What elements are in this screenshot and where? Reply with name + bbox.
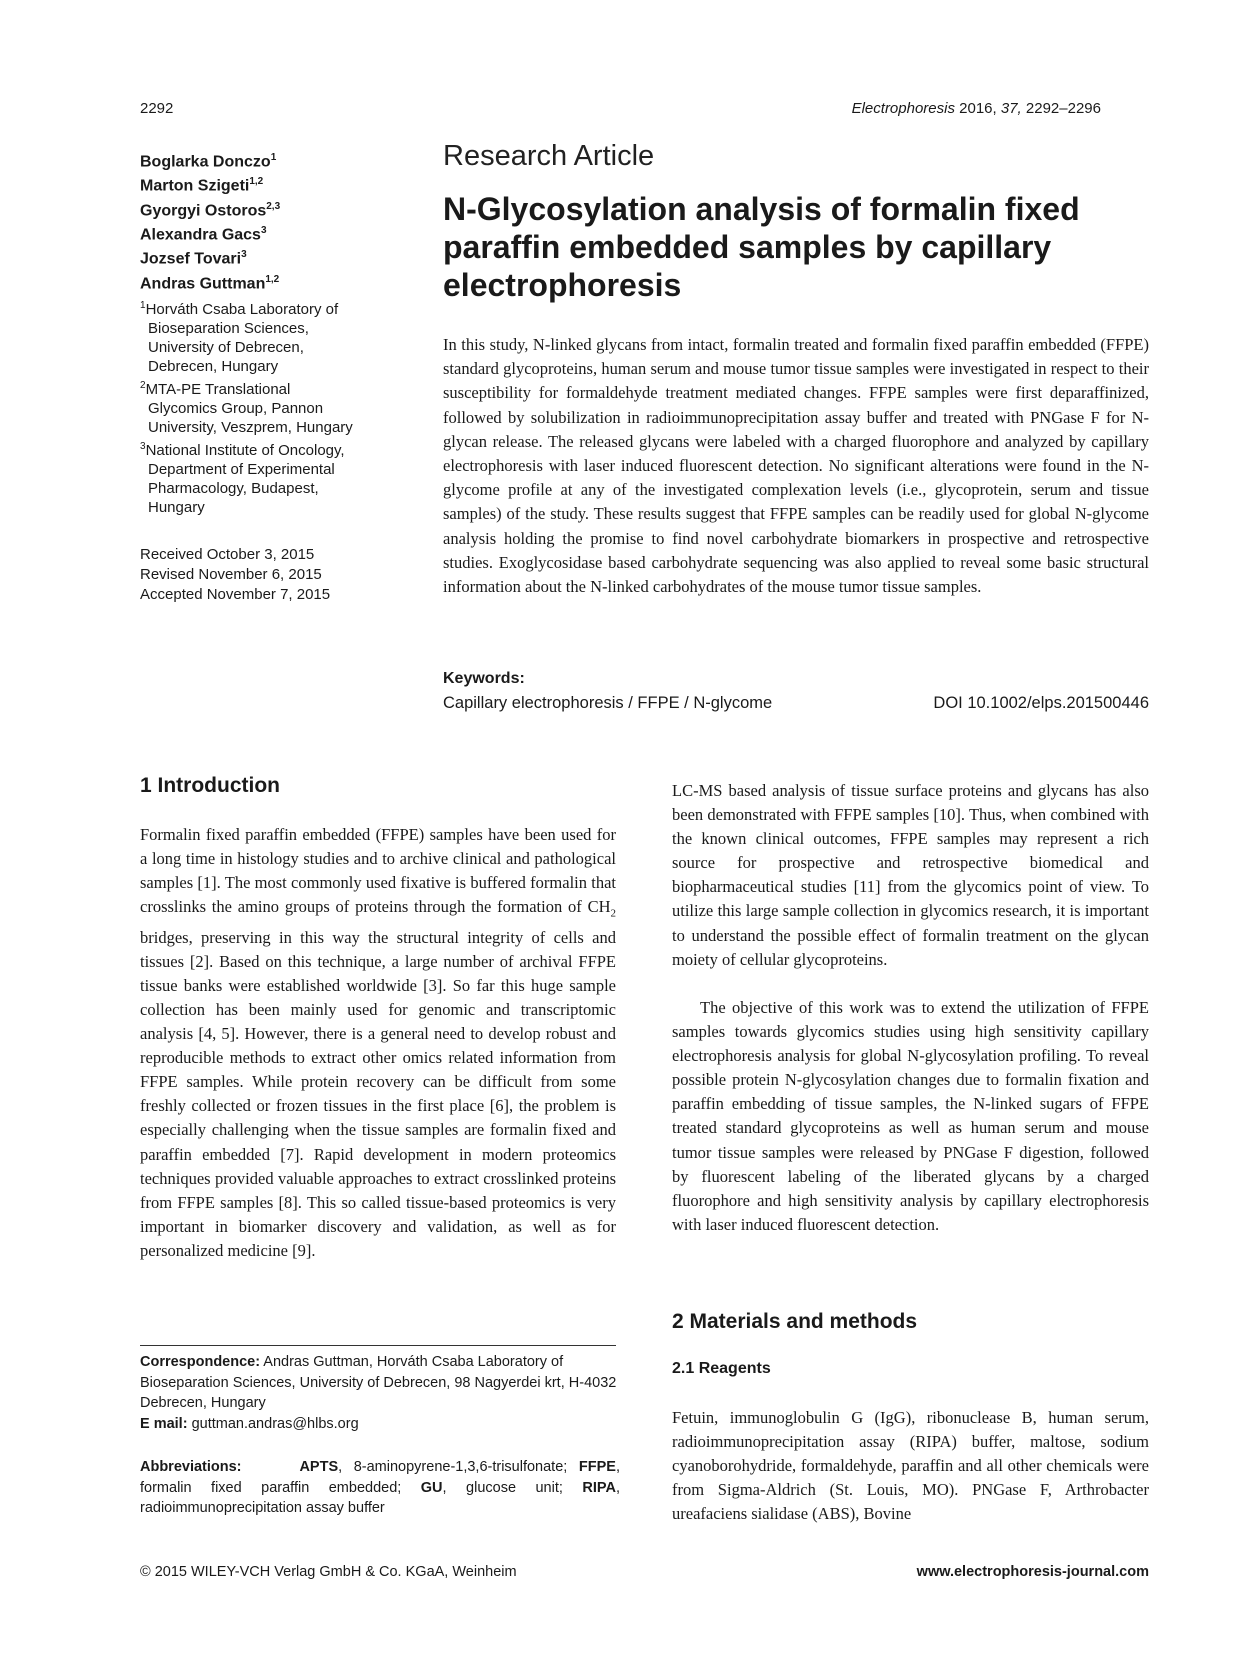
affiliation: $^1$Horváth Csaba Laboratory of Bioseparation Sciences, University of Debrecen, Debrecen, Hungary — [140, 300, 339, 375]
article-dates — [140, 545, 410, 605]
affiliation-list — [140, 296, 410, 517]
author-list — [140, 148, 410, 294]
journal-volume: 37, — [1000, 100, 1022, 117]
journal-website-link[interactable]: www.electrophoresis-journal.com — [916, 1564, 1149, 1580]
article-title: N-Glycosylation analysis of formalin fixed paraffin embedded samples by capillary electrophoresis — [443, 191, 1080, 303]
received-date: Received October 3, 2015 — [140, 546, 315, 563]
doi: DOI 10.1002/elps.201500446 — [933, 694, 1149, 712]
journal-reference — [852, 100, 1101, 117]
author: Marton Szigeti$^{1,2}$ — [140, 176, 264, 195]
author: Andras Guttman$^{1,2}$ — [140, 273, 280, 292]
section-heading-introduction: 1 Introduction — [140, 774, 280, 797]
copyright-notice: © 2015 WILEY-VCH Verlag GmbH & Co. KGaA, Weinheim — [140, 1564, 517, 1580]
abbreviations-note: Abbreviations: APTS, 8-aminopyrene-1,3,6-trisulfonate; FFPE, formalin fixed paraffin embedded; GU, glucose unit; RIPA, radioimmunoprecipitation assay buffer — [140, 1459, 620, 1516]
body-paragraph: The objective of this work was to extend the utilization of FFPE samples towards glycomics studies using high sensitivity capillary electrophoresis analysis for global N-glycosylation profiling. To reveal possible protein N-glycosylation changes due to formalin fixation and paraffin embedding of tissue samples, the N-linked sugars of FFPE treated standard glycoproteins as well as human serum and mouse tumor tissue samples were released by PNGase F digestion, followed by fluorescent labeling of the liberated glycans by a charged fluorophore and high sensitivity analysis by capillary electrophoresis with laser induced fluorescent detection. — [672, 998, 1149, 1234]
introduction-paragraph: Formalin fixed paraffin embedded (FFPE) samples have been used for a long time in histology studies and to archive clinical and pathological samples [1]. The most commonly used fixative is buffered formalin that crosslinks the amino groups of proteins through the formation of $CH_2$ bridges, preserving in this way the structural integrity of cells and tissues [2]. Based on this technique, a large number of archival FFPE tissue banks were established worldwide [3]. So far this huge sample collection has been mainly used for genomic and transcriptomic analysis [4, 5]. However, there is a general need to develop robust and reproducible methods to extract other omics related information from FFPE samples. While protein recovery can be difficult from some freshly collected or frozen tissues in the first place [6], the problem is especially challenging when the tissue samples are formalin fixed and paraffin embedded [7]. Rapid development in modern proteomics techniques provided valuable approaches to extract crosslinked proteins from FFPE samples [8]. This so called tissue-based proteomics is very important in biomarker discovery and validation, as well as for personalized medicine [9]. — [140, 825, 616, 1260]
page-number: 2292 — [140, 100, 174, 117]
affiliation: $^3$National Institute of Oncology, Department of Experimental Pharmacology, Budapest, Hungary — [140, 441, 345, 516]
abstract: In this study, N-linked glycans from intact, formalin treated and formalin fixed paraffin embedded (FFPE) standard glycoproteins, human serum and mouse tumor tissue samples were investigated in respect to their susceptibility for formaldehyde treatment mediated changes. FFPE samples were first deparaffinized, followed by solubilization in radioimmunoprecipitation assay buffer and treated with PNGase F for N-glycan release. The released glycans were labeled with a charged fluorophore and analyzed by capillary electrophoresis with laser induced fluorescent detection. No significant alterations were found in the N-glycome profile at any of the investigated complexation levels (i.e., glycoprotein, serum and tissue samples) of the study. These results suggest that FFPE samples can be readily used for global N-glycome analysis holding the promise to find novel carbohydrate biomarkers in prospective and retrospective studies. Exoglycosidase based carbohydrate sequencing was also applied to reveal some basic structural information about the N-linked carbohydrates of the mouse tumor tissue samples. — [443, 335, 1149, 597]
subsection-heading-reagents: 2.1 Reagents — [672, 1360, 771, 1377]
footnote-divider — [140, 1345, 616, 1346]
author: Boglarka Donczo$^1$ — [140, 152, 277, 171]
affiliation: $^2$MTA-PE Translational Glycomics Group, Pannon University, Veszprem, Hungary — [140, 380, 353, 436]
journal-pages: 2292–2296 — [1025, 100, 1101, 117]
author: Gyorgyi Ostoros$^{2,3}$ — [140, 200, 281, 219]
journal-name: Electrophoresis — [851, 100, 955, 117]
author: Jozsef Tovari$^3$ — [140, 249, 247, 268]
body-paragraph: LC-MS based analysis of tissue surface proteins and glycans has also been demonstrated with FFPE samples [10]. Thus, when combined with the known clinical outcomes, FFPE samples may represent a rich source for prospective and retrospective biomedical and biopharmaceutical studies [11] from the glycomics point of view. To utilize this large sample collection in glycomics research, it is important to understand the possible effect of formalin treatment on the glycan moiety of cellular glycoproteins. — [672, 781, 1149, 969]
email-address: guttman.andras@hlbs.org — [187, 1415, 359, 1432]
keywords-label: Keywords: — [443, 670, 525, 687]
keywords: Capillary electrophoresis / FFPE / N-glycome — [443, 694, 773, 712]
accepted-date: Accepted November 7, 2015 — [140, 586, 331, 603]
revised-date: Revised November 6, 2015 — [140, 566, 322, 583]
journal-year: 2016, — [959, 100, 997, 117]
correspondence-note: Correspondence: Andras Guttman, Horváth Csaba Laboratory of Bioseparation Sciences, University of Debrecen, 98 Nagyerdei krt, H-4032 Debrecen, Hungary E mail: guttman.andras@hlbs.org — [140, 1354, 617, 1432]
article-type: Research Article — [443, 140, 655, 172]
author: Alexandra Gacs$^3$ — [140, 224, 267, 244]
section-heading-materials-methods: 2 Materials and methods — [672, 1310, 918, 1333]
reagents-paragraph: Fetuin, immunoglobulin G (IgG), ribonuclease B, human serum, radioimmunoprecipitation assay (RIPA) buffer, maltose, sodium cyanoborohydride, formaldehyde, paraffin and all other chemicals were from Sigma-Aldrich (St. Louis, MO). PNGase F, Arthrobacter ureafaciens sialidase (ABS), Bovine — [672, 1408, 1149, 1524]
